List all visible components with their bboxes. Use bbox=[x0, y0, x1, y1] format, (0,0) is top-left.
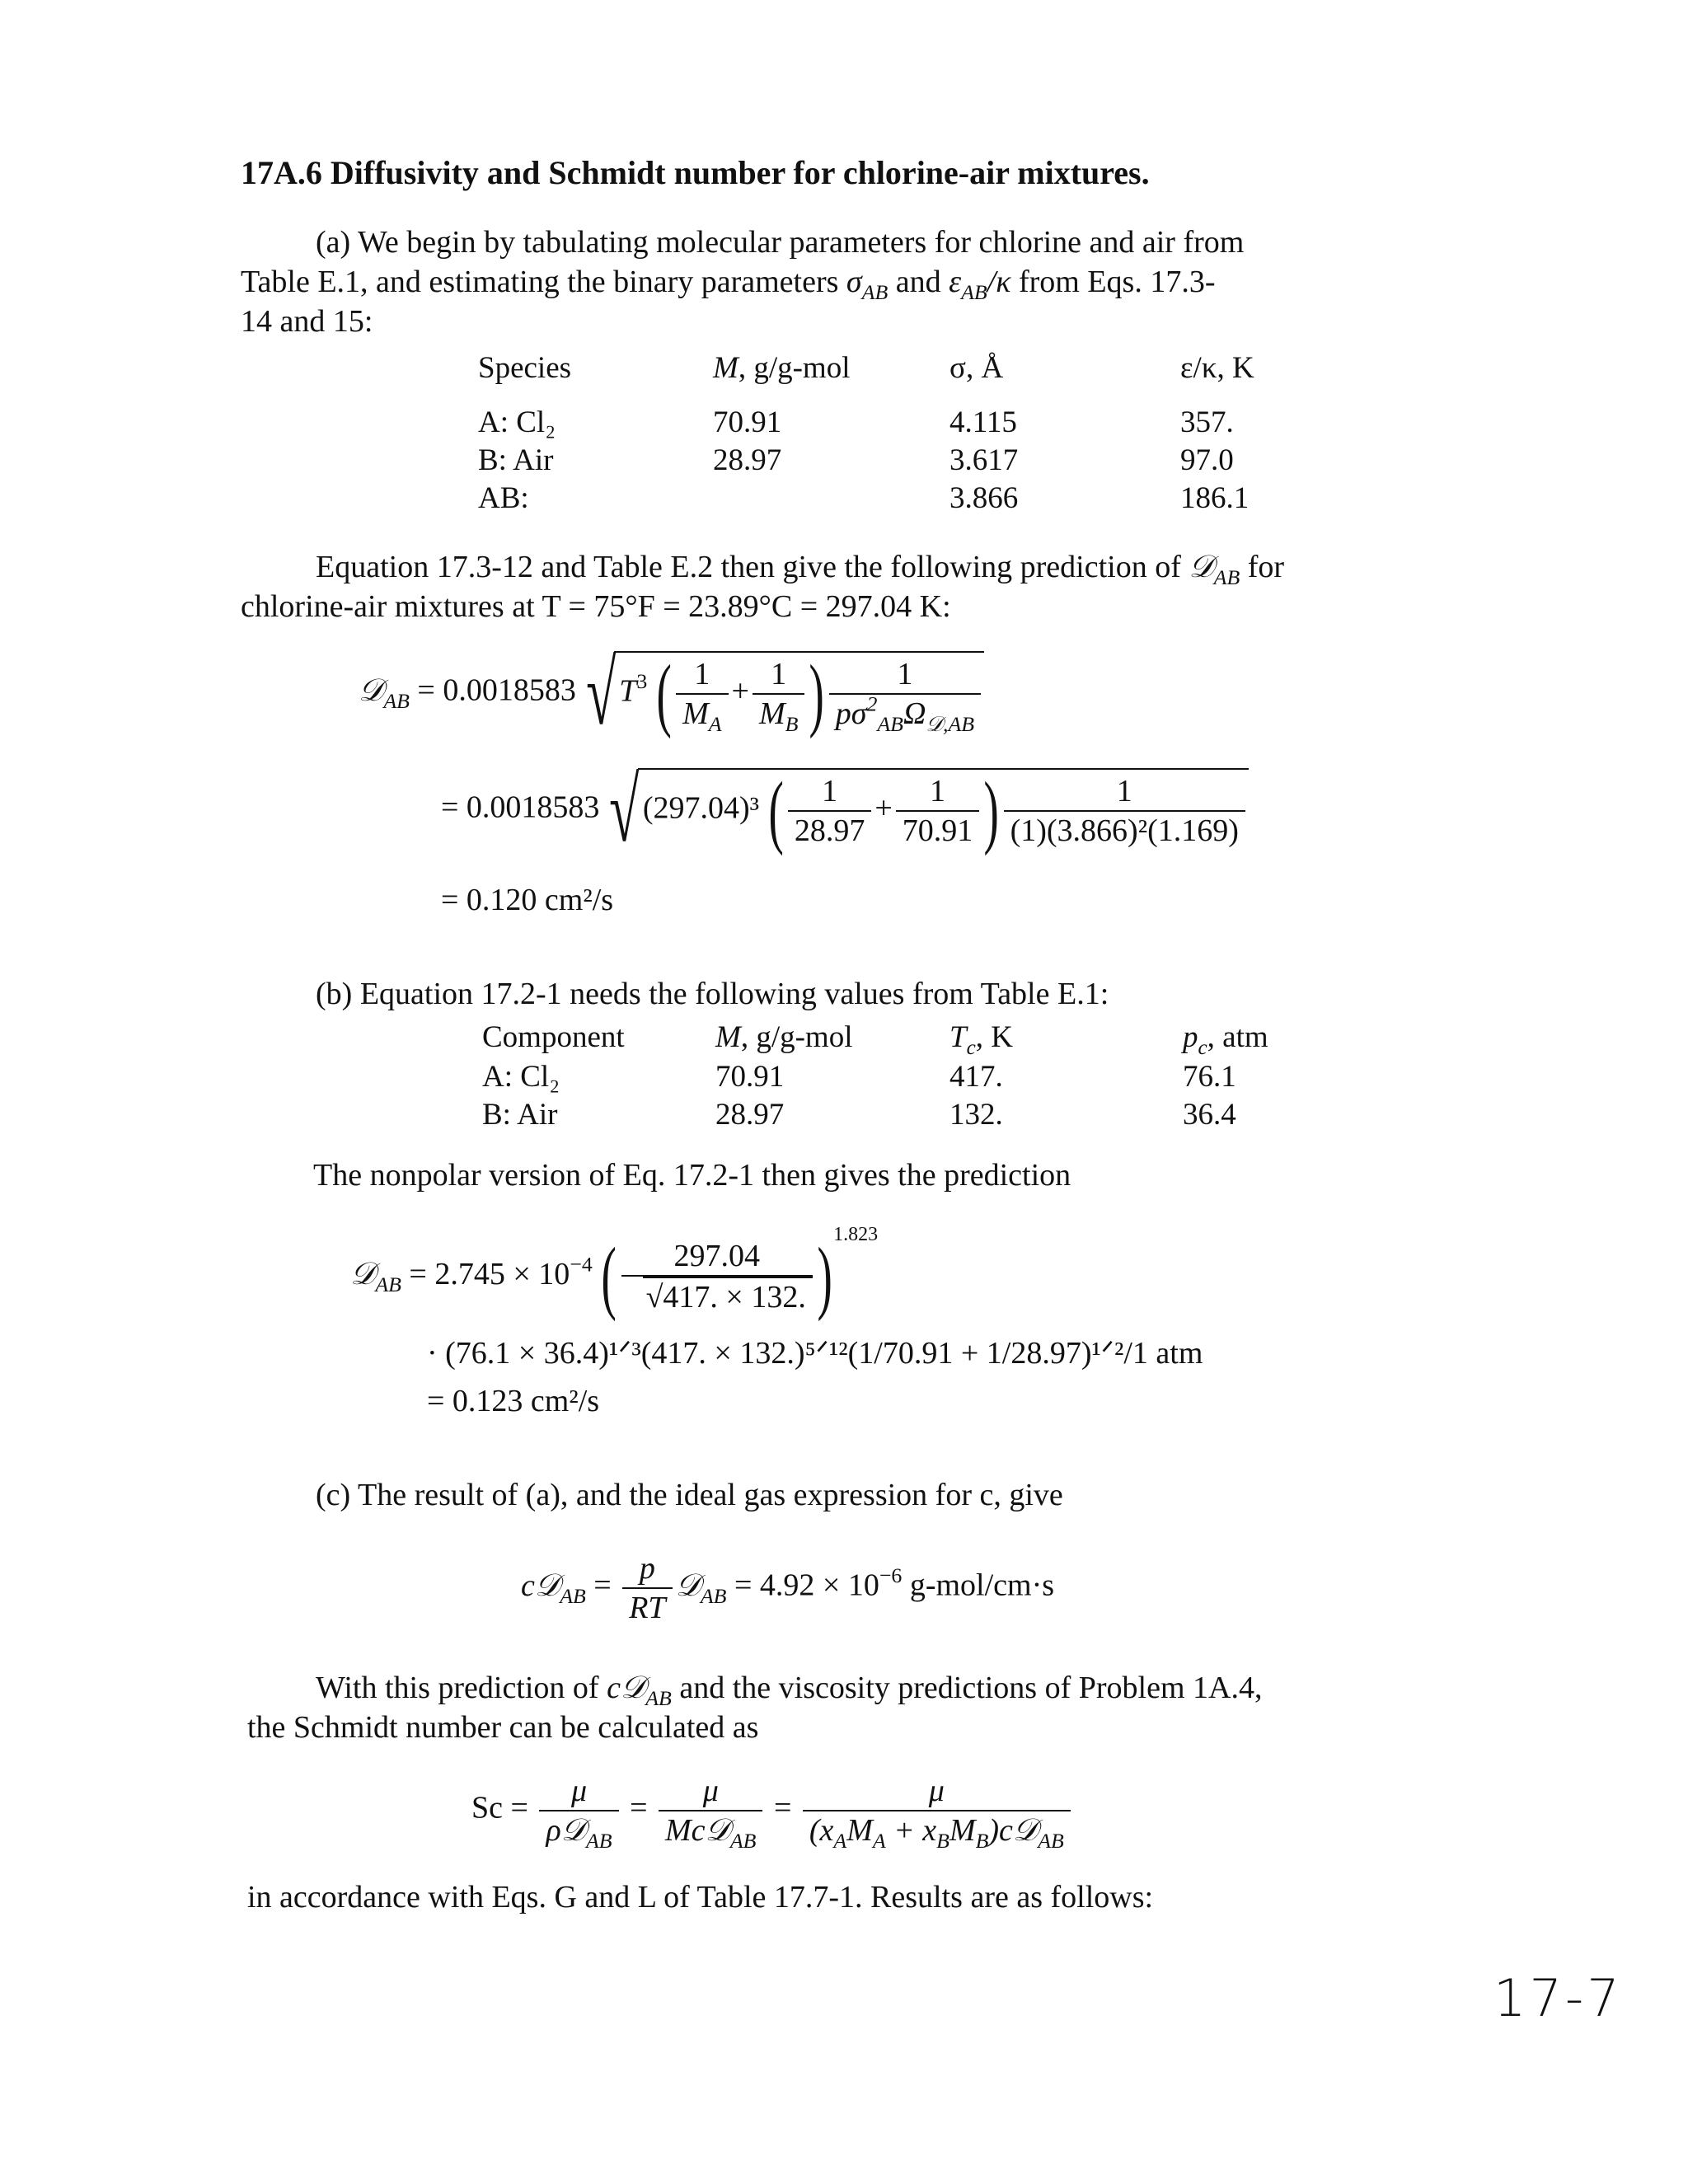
dab-symbol: 𝒟$_{AB}$ bbox=[350, 1256, 401, 1296]
table-b-cell: 70.91 bbox=[715, 1060, 785, 1094]
sigma-ab-symbol: $\sigma_{AB}$ bbox=[846, 265, 889, 305]
eq-intro-text-b: for bbox=[1240, 550, 1285, 584]
part-a-text-2a: Table E.1, and estimating the binary parameters bbox=[241, 265, 846, 299]
equation-b: 𝒟$_{AB}$ = $2.745 \times 10^{-4}$ ( $\frac{297.04}{√417. \times 132.}$ )$^{1.823}$ bbox=[350, 1224, 879, 1323]
equation-b-continuation: · (76.1 × 36.4)¹ᐟ³(417. × 132.)⁵ᐟ¹²(1/70.91 + 1/28.97)¹ᐟ²/1 atm bbox=[427, 1336, 1203, 1371]
equation-a-symbolic: 𝒟$_{AB}$ = 0.0018583 √ $T^3$ ( $\frac{1}{M_A}$ + $\frac{1}{M_B}$ ) $\frac{1}{p\sigma^2_{AB}\Omega_{𝒟,AB}}$ bbox=[359, 651, 984, 735]
eq-b-power: 1.823 bbox=[833, 1224, 879, 1245]
equation-a-numeric: = 0.0018583 √ (297.04)³ ( $\frac{1}{28.97}$ + $\frac{1}{70.91}$ ) $\frac{1}{\text{(1)(3.866)²(1.169)}}$ bbox=[441, 768, 1249, 852]
table-b-cell: 28.97 bbox=[715, 1098, 785, 1132]
table-a-cell: 4.115 bbox=[950, 405, 1017, 439]
eq-c-exp: −6 bbox=[879, 1563, 903, 1588]
eq-intro-line-1 bbox=[316, 547, 1285, 590]
eq-b-coef: = 2.745 × 10 bbox=[409, 1256, 570, 1291]
epsilon-ab-symbol: $\varepsilon_{AB}/\kappa$ bbox=[949, 265, 1011, 305]
part-b-label: (b) bbox=[316, 977, 353, 1011]
part-b-line-2: The nonpolar version of Eq. 17.2-1 then gives the prediction bbox=[313, 1158, 1071, 1193]
table-a-header-species: Species bbox=[478, 351, 572, 385]
dab-symbol: 𝒟$_{AB}$ bbox=[1189, 550, 1240, 590]
table-a-cell: 28.97 bbox=[713, 443, 782, 477]
eq-a-temp: (297.04)³ bbox=[642, 790, 760, 826]
table-b-cell: A: Cl₂ bbox=[482, 1060, 560, 1094]
eq-c-units: g-mol/cm·s bbox=[909, 1568, 1055, 1603]
part-c-label: (c) bbox=[316, 1478, 351, 1512]
part-c-line-3: the Schmidt number can be calculated as bbox=[247, 1710, 759, 1745]
part-a-line-3: 14 and 15: bbox=[241, 304, 373, 339]
part-a-line-2 bbox=[241, 262, 1216, 305]
eq-a-den: (1)(3.866)²(1.169) bbox=[1010, 813, 1239, 848]
eq-intro-text-a: Equation 17.3-12 and Table E.2 then give the following prediction of bbox=[316, 550, 1189, 584]
eq-a-ma: 28.97 bbox=[794, 813, 865, 848]
table-b-cell: 132. bbox=[950, 1098, 1003, 1132]
table-b-header-tc: $T_c$, K bbox=[950, 1020, 1013, 1059]
table-b-header-component: Component bbox=[482, 1020, 625, 1054]
table-a-header-eps: ε/κ, K bbox=[1180, 351, 1254, 385]
part-a-text-2b: and bbox=[888, 265, 950, 299]
table-a-header-m: M, g/g-mol bbox=[713, 351, 851, 385]
eq-c-result: = 4.92 × 10 bbox=[734, 1568, 879, 1603]
part-a-text-1: We begin by tabulating molecular parameters for chlorine and air from bbox=[358, 225, 1245, 260]
part-a-label: (a) bbox=[316, 225, 351, 260]
table-b-cell: B: Air bbox=[482, 1098, 558, 1132]
table-b-cell: 76.1 bbox=[1183, 1060, 1236, 1094]
part-a-text-2c: from Eqs. 17.3- bbox=[1010, 265, 1216, 299]
equation-c: c𝒟$_{AB}$ = $\frac{p}{RT}$ 𝒟$_{AB}$ = $4.92 \times 10^{-6}$ g-mol/cm·s bbox=[521, 1551, 1055, 1625]
eq-b-frac-num: 297.04 bbox=[621, 1237, 813, 1277]
dab-symbol: 𝒟$_{AB}$ bbox=[359, 673, 410, 713]
eq-a-mb: 70.91 bbox=[902, 813, 973, 848]
table-a-header-sigma: σ, Å bbox=[950, 351, 1004, 385]
part-c-line-1 bbox=[316, 1475, 1063, 1515]
table-a-cell: AB: bbox=[478, 481, 529, 515]
part-c-text-1: The result of (a), and the ideal gas expression for c, give bbox=[358, 1478, 1063, 1512]
eq-a-coef: = 0.0018583 bbox=[441, 790, 600, 825]
table-a-cell: 3.866 bbox=[950, 481, 1019, 515]
eq-b-coef-exp: −4 bbox=[570, 1252, 593, 1277]
table-b-cell: 36.4 bbox=[1183, 1098, 1236, 1132]
table-a-cell: B: Air bbox=[478, 443, 554, 477]
problem-heading: 17A.6 Diffusivity and Schmidt number for chlorine-air mixtures. bbox=[241, 154, 1150, 191]
part-a-line-1 bbox=[316, 223, 1244, 262]
part-c-line-4: in accordance with Eqs. G and L of Table 17.7-1. Results are as follows: bbox=[247, 1880, 1154, 1915]
page-number: 17-7 bbox=[1493, 1968, 1623, 2028]
eq-intro-line-2: chlorine-air mixtures at T = 75°F = 23.89°C = 297.04 K: bbox=[241, 589, 951, 624]
table-a-cell: 97.0 bbox=[1180, 443, 1234, 477]
part-c-text-2b: and the viscosity predictions of Problem 1A.4, bbox=[671, 1671, 1263, 1705]
table-a-cell: 3.617 bbox=[950, 443, 1019, 477]
cdab-symbol: c𝒟$_{AB}$ bbox=[607, 1671, 672, 1711]
part-b-line-1 bbox=[316, 974, 1109, 1014]
part-c-text-2a: With this prediction of bbox=[316, 1671, 607, 1705]
table-b-header-m: M, g/g-mol bbox=[715, 1020, 853, 1054]
part-b-text-1: Equation 17.2-1 needs the following values from Table E.1: bbox=[359, 977, 1109, 1011]
eq-b-frac-den: 417. × 132. bbox=[663, 1280, 806, 1315]
table-a-cell: 357. bbox=[1180, 405, 1234, 439]
table-a-cell: 186.1 bbox=[1180, 481, 1250, 515]
table-b-cell: 417. bbox=[950, 1060, 1003, 1094]
equation-a-result: = 0.120 cm²/s bbox=[441, 883, 614, 917]
table-a-cell: 70.91 bbox=[713, 405, 782, 439]
schmidt-equation: Sc = $\frac{\mu}{\rho 𝒟_{AB}}$ = $\frac{\mu}{Mc𝒟_{AB}}$ = $\frac{\mu}{(x_AM_A + x_BM_B)c𝒟_{AB}}$ bbox=[471, 1772, 1074, 1849]
table-a-cell: A: Cl₂ bbox=[478, 405, 556, 439]
part-c-line-2 bbox=[316, 1668, 1263, 1711]
equation-b-result: = 0.123 cm²/s bbox=[427, 1384, 600, 1418]
table-b-header-pc: $p_c$, atm bbox=[1183, 1020, 1268, 1059]
